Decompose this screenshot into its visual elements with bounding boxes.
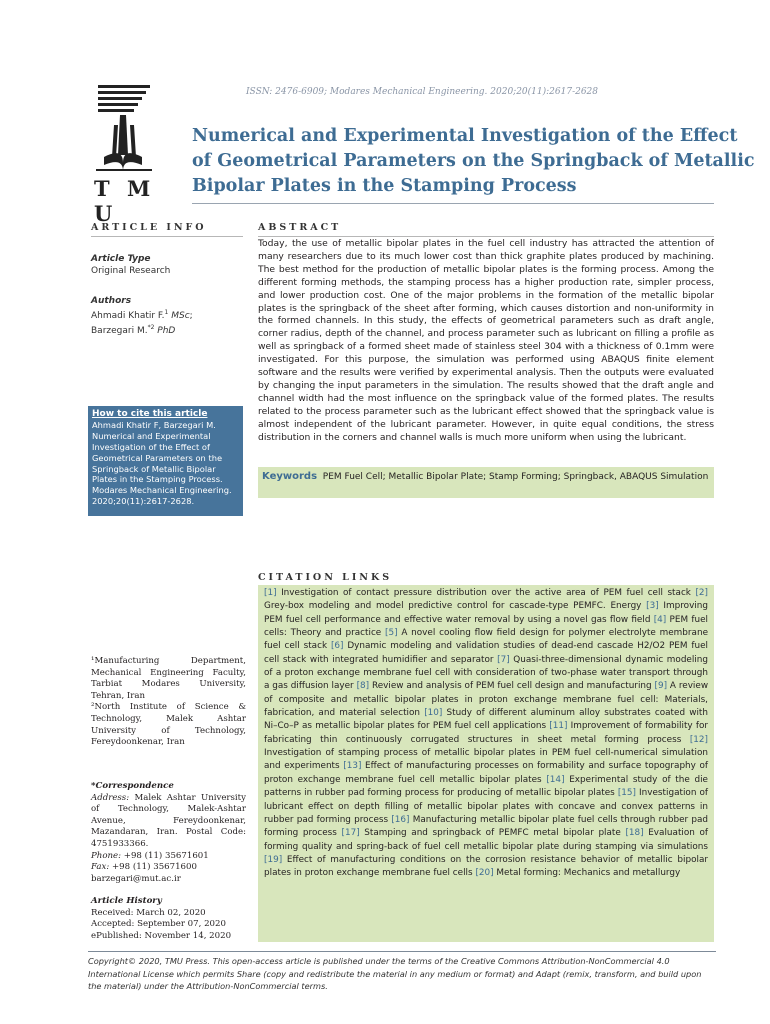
history-published: ePublished: November 14, 2020 [91, 930, 232, 941]
citation-link-number[interactable]: [15] [617, 788, 636, 799]
history-label: Article History [91, 896, 162, 906]
article-history-block [91, 896, 246, 942]
affiliations [91, 656, 246, 749]
journal-issn-line: ISSN: 2476-6909; Modares Mechanical Engineering. 2020;20(11):2617-2628 [246, 87, 599, 97]
citation-link-number[interactable]: [2] [695, 588, 709, 598]
author-2: Barzegari M.$^{*2}$ PhD [91, 324, 176, 337]
citation-link-title[interactable]: PEM fuel cells: Theory and practice [264, 614, 708, 639]
affiliation-1: ¹Manufacturing Department, Mechanical Engineering Faculty, Tarbiat Modares University, Tehran, Iran [91, 656, 246, 701]
citation-link-title[interactable]: Quasi-three-dimensional dynamic modeling of a proton exchange membrane fuel cell with consideration of two-phase water transport through a gas diffusion layer [264, 654, 709, 692]
history-accepted: Accepted: September 07, 2020 [91, 919, 226, 930]
citation-link-title[interactable]: Improving PEM fuel cell performance and effective water removal by using a novel gas flow field [264, 601, 708, 625]
authors-block [91, 295, 246, 338]
citation-link-title[interactable]: Dynamic modeling and validation studies of dead-end cascade H2/O2 PEM fuel cell stack with integrated humidifier and separator [264, 641, 708, 665]
article-title [192, 124, 755, 199]
citation-link-number[interactable]: [18] [625, 828, 644, 839]
citation-link-title[interactable]: Experimental study of the die patterns in rubber pad forming process for producing of metallic bipolar plates [264, 774, 708, 799]
citation-link-title[interactable]: Effect of manufacturing processes on formability and surface topography of proton exchange membrane fuel cell metallic bipolar plates [264, 761, 709, 785]
keywords-text: PEM Fuel Cell; Metallic Bipolar Plate; Stamp Forming; Springback, ABAQUS Simulation [322, 472, 709, 482]
copyright-notice: Copyright© 2020, TMU Press. This open-access article is published under the terms of the Creative Commons Attribution-NonCommercial 4.0 International License which permits Share (copy and redistribute the material in any medium or format) and Adapt (remix, transform, and build upon the material) under the Attribution-NonCommercial terms. [88, 956, 702, 991]
citation-link-title[interactable]: A review of composite and metallic bipolar plates in proton exchange membrane fuel cell: Materials, fabrication, and material selection [264, 681, 709, 719]
citation-link-number[interactable]: [17] [341, 828, 360, 839]
citation-link-title[interactable]: Effect of manufacturing conditions on the corrosion resistance behavior of metallic bipolar plates in proton exchange membrane fuel cells [264, 854, 708, 879]
citation-link-number[interactable]: [8] [356, 681, 370, 692]
article-type-value: Original Research [91, 266, 171, 277]
citation-link-number[interactable]: [12] [689, 734, 708, 745]
citation-link-number[interactable]: [19] [264, 854, 283, 865]
correspondence-label: *Correspondence [91, 781, 174, 791]
citation-link-title[interactable]: Manufacturing metallic bipolar plate fuel cells through rubber pad forming process [264, 814, 708, 839]
how-to-cite-text: Ahmadi Khatir F, Barzegari M. Numerical and Experimental Investigation of the Effect of Geometrical Parameters on the Springback of Metallic Bipolar Plates in the Stamping Process. Modares Mechanical Engineering. 2020;20(11):2617-2628. [92, 419, 232, 507]
citation-link-title[interactable]: A novel cooling flow field design for polymer electrolyte membrane fuel cell stack [264, 628, 709, 652]
citation-link-number[interactable]: [10] [424, 708, 443, 719]
citation-links-box [258, 585, 714, 942]
citation-link-title[interactable]: Metal forming: Mechanics and metallurgy [496, 868, 681, 879]
citation-link-title[interactable]: Investigation of stamping process of metallic bipolar plates in PEM fuel cell-numerical simulation and experiments [264, 748, 708, 772]
authors-label: Authors [91, 296, 132, 306]
title-divider [192, 203, 714, 204]
abstract-text: Today, the use of metallic bipolar plates in the fuel cell industry has attracted the attention of many researchers due to its much lower cost than thick graphite plates produced by machining. The best method for the production of metallic bipolar plates is the forming process. Among the different forming methods, the stamping process has a higher production rate, simpler process, and lower production cost. One of the major problems in the formation of the metallic bipolar plates is the springback of the sheet after forming, which causes distortion and non-uniformity in the formed channels. In this study, the effects of geometrical parameters such as draft angle, corner radius, depth of the channel, and process parameter such as lubricant on filling a profile as well as springback of a formed sheet made of stainless steel 304 with a thickness of 0.1mm were investigated. For this purpose, the simulation was performed using ABAQUS finite element software and the results were verified by experimental analysis. Then the outputs were evaluated by changing the input parameters in the simulation. The results showed that the draft angle and channel width had the most influence on the springback value of the formed plates. The results related to the process parameter such as the lubricant effect showed that the springback value is almost independent of the lubricant parameter. However, in quite equal conditions, the stress distribution in the corners and channel walls is much more uniform when using the lubricant. [258, 238, 714, 443]
correspondence-fax: Fax: +98 (11) 35671600 [91, 862, 197, 873]
citation-link-number[interactable]: [6] [330, 641, 344, 652]
citation-link-number[interactable]: [14] [546, 774, 565, 785]
citation-link-number[interactable]: [13] [343, 761, 362, 772]
citation-link-number[interactable]: [20] [475, 868, 494, 879]
citation-links-heading: CITATION LINKS [258, 572, 393, 583]
article-type-block [91, 253, 246, 277]
author-1: Ahmadi Khatir F.$^1$ MSc; [91, 309, 193, 322]
citation-link-title[interactable]: Improvement of formability for fabricating thin continuously corrugated structures in sheet metal forming process [264, 721, 708, 745]
correspondence-address: Address: Malek Ashtar University of Technology, Malek-Ashtar Avenue, Fereydoonkenar, Mazandaran, Iran. Postal Code: 4751933366. [91, 792, 246, 849]
title-line-1: Numerical and Experimental Investigation of the Effect [192, 126, 738, 146]
abstract-divider [258, 236, 714, 237]
tmu-logo-text: T M U [94, 176, 156, 226]
keywords-label: Keywords [262, 471, 318, 482]
article-type-label: Article Type [91, 254, 151, 264]
citation-link-title[interactable]: Review and analysis of PEM fuel cell design and manufacturing [371, 681, 652, 692]
citation-link-number[interactable]: [4] [653, 614, 667, 625]
footer-divider [88, 951, 716, 952]
citation-link-number[interactable]: [7] [497, 654, 510, 665]
affiliation-2: ²North Institute of Science & Technology, Malek Ashtar University of Technology, Fereydoonkenar, Iran [91, 702, 246, 748]
citation-link-title[interactable]: Study of different aluminum alloy substrates coated with Ni–Co–P as metallic bipolar plates for PEM fuel cell applications [264, 708, 708, 732]
correspondence-email[interactable]: barzegari@mut.ac.ir [91, 873, 181, 884]
keywords-box [258, 467, 714, 498]
abstract-heading: ABSTRACT [258, 222, 342, 233]
citation-link-number[interactable]: [11] [549, 721, 568, 732]
citation-link-title[interactable]: Investigation of lubricant effect on depth filling of metallic bipolar plates with concave and convex patterns in rubber pad forming process [264, 788, 709, 825]
article-info-divider [91, 236, 243, 237]
citation-link-title[interactable]: Stamping and springback of PEMFC metal bipolar plate [364, 828, 621, 839]
how-to-cite-label[interactable]: How to cite this article [92, 409, 208, 419]
how-to-cite-box [88, 406, 243, 516]
history-received: Received: March 02, 2020 [91, 907, 206, 918]
article-info-heading: ARTICLE INFO [91, 222, 207, 233]
title-line-3: Bipolar Plates in the Stamping Process [192, 176, 577, 196]
citation-link-title[interactable]: Evaluation of forming quality and spring-back of fuel cell metallic bipolar plate during stamping via simulations [264, 828, 709, 852]
citation-link-title[interactable]: Investigation of contact pressure distribution over the active area of PEM fuel cell stack [281, 588, 691, 598]
correspondence-phone: Phone: +98 (11) 35671601 [91, 850, 209, 861]
citation-link-number[interactable]: [9] [654, 681, 668, 692]
citation-link-number[interactable]: [1] [264, 588, 277, 598]
citation-link-number[interactable]: [16] [391, 814, 410, 825]
citation-link-number[interactable]: [5] [385, 628, 398, 639]
title-line-2: of Geometrical Parameters on the Springback of Metallic [192, 151, 755, 171]
citation-link-title[interactable]: Grey-box modeling and model predictive control for cascade-type PEMFC. Energy [264, 601, 642, 612]
citation-link-number[interactable]: [3] [646, 601, 659, 612]
correspondence-block [91, 781, 246, 885]
